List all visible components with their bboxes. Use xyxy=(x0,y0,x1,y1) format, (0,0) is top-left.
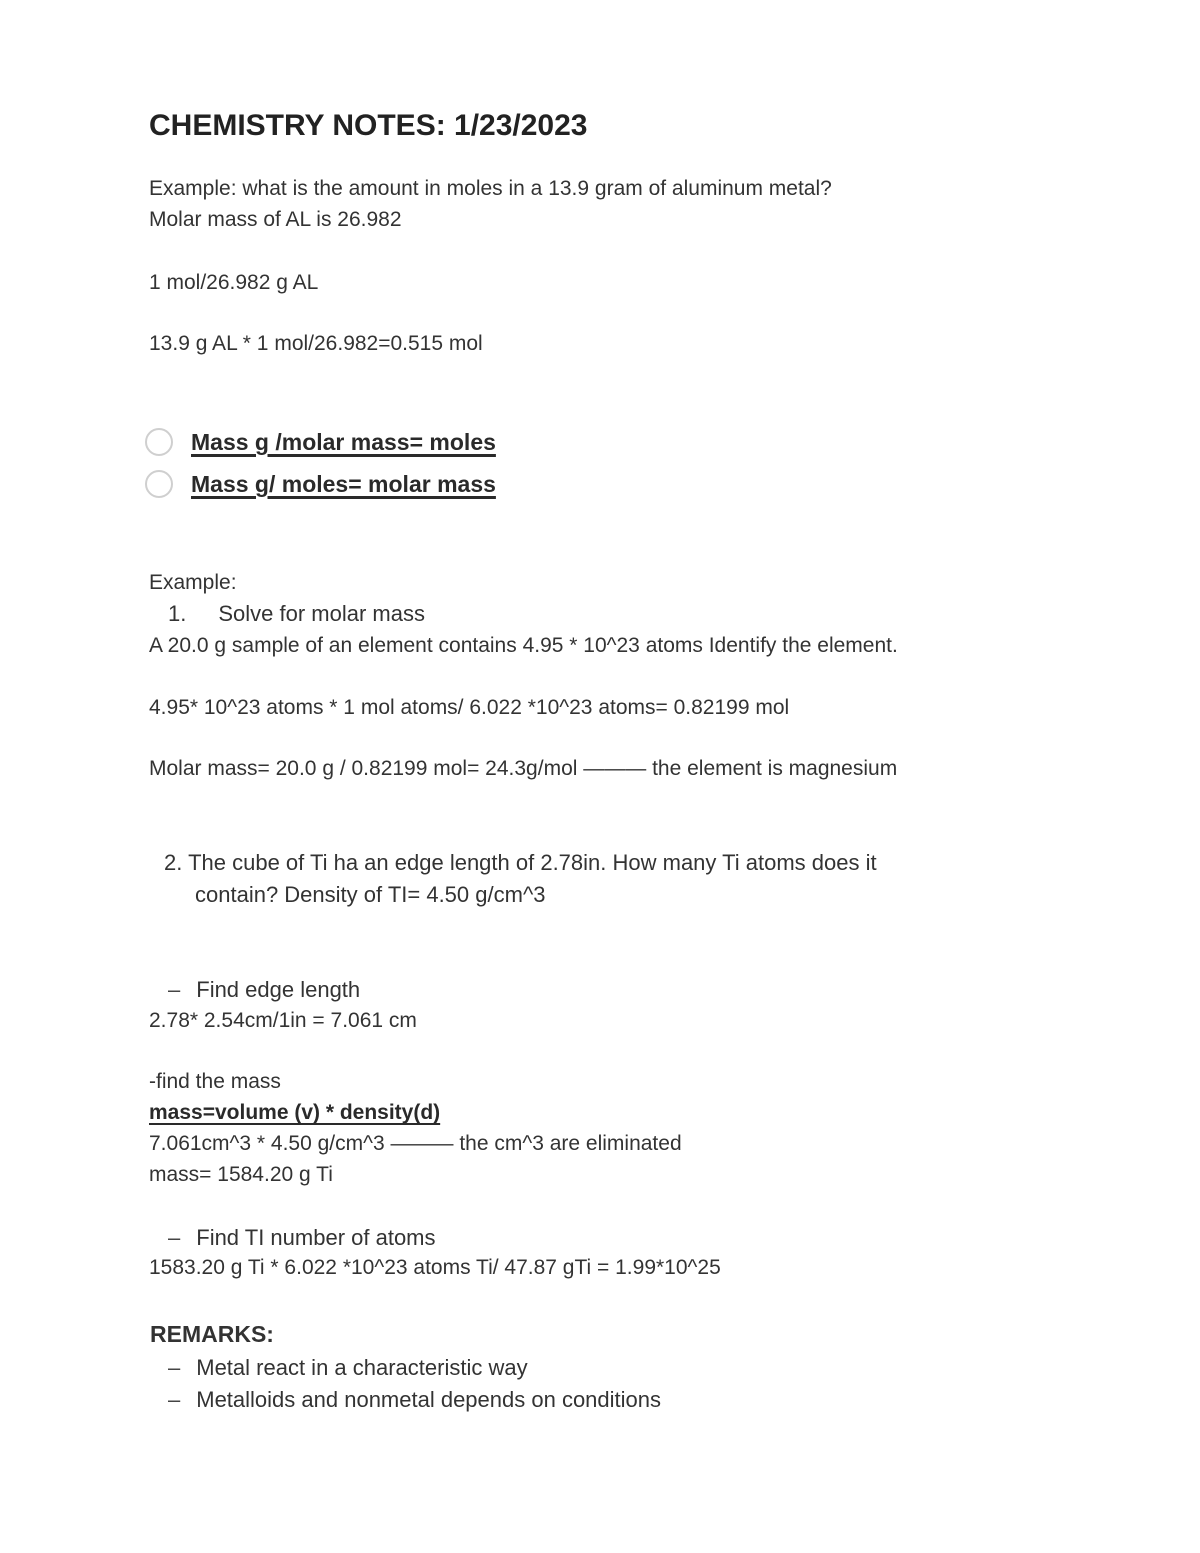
page-title: CHEMISTRY NOTES: 1/23/2023 xyxy=(149,109,588,142)
atoms-to-moles-line: 4.95* 10^23 atoms * 1 mol atoms/ 6.022 *10^23 atoms= 0.82199 mol xyxy=(149,696,790,719)
edge-length-calculation: 2.78* 2.54cm/1in = 7.061 cm xyxy=(149,1009,417,1032)
remarks-item xyxy=(168,1355,528,1381)
dash-bullet: – xyxy=(168,1387,181,1412)
remarks-item-text: Metal react in a characteristic way xyxy=(196,1355,528,1380)
dash-bullet: – xyxy=(168,977,181,1002)
checkbox-circle[interactable] xyxy=(145,428,173,456)
remarks-item-text: Metalloids and nonmetal depends on conditions xyxy=(196,1387,662,1412)
checklist-item[interactable] xyxy=(145,467,496,501)
volume-density-line: 7.061cm^3 * 4.50 g/cm^3 ——— the cm^3 are eliminated xyxy=(149,1132,682,1155)
bullet-text: Find edge length xyxy=(196,977,361,1002)
problem-statement: A 20.0 g sample of an element contains 4.95 * 10^23 atoms Identify the element. xyxy=(149,634,898,657)
list-number: 2. xyxy=(164,850,183,875)
conversion-factor-line: 1 mol/26.982 g AL xyxy=(149,271,319,294)
bullet-text: Find TI number of atoms xyxy=(196,1225,436,1250)
list-number: 1. xyxy=(168,601,187,626)
remarks-heading: REMARKS: xyxy=(150,1321,274,1347)
dash-bullet: – xyxy=(168,1225,181,1250)
atoms-calculation: 1583.20 g Ti * 6.022 *10^23 atoms Ti/ 47.87 gTi = 1.99*10^25 xyxy=(149,1256,721,1279)
molar-mass-line: Molar mass of AL is 26.982 xyxy=(149,208,402,231)
calculation-line: 13.9 g AL * 1 mol/26.982=0.515 mol xyxy=(149,332,483,355)
checklist-item-label: Mass g /molar mass= moles xyxy=(191,429,496,455)
example-label: Example: xyxy=(149,571,237,594)
example-question: Example: what is the amount in moles in a 13.9 gram of aluminum metal? xyxy=(149,177,832,200)
remarks-item xyxy=(168,1387,661,1413)
list-item-continuation: contain? Density of TI= 4.50 g/cm^3 xyxy=(195,882,546,907)
list-item-text: The cube of Ti ha an edge length of 2.78in. How many Ti atoms does it xyxy=(188,850,877,875)
numbered-item-2 xyxy=(164,850,877,876)
checklist-item[interactable] xyxy=(145,425,496,459)
list-item-text: Solve for molar mass xyxy=(218,601,425,626)
bullet-item xyxy=(168,977,360,1003)
mass-result-line: mass= 1584.20 g Ti xyxy=(149,1163,333,1186)
molar-mass-result-line: Molar mass= 20.0 g / 0.82199 mol= 24.3g/mol ——— the element is magnesium xyxy=(149,757,898,780)
checkbox-circle[interactable] xyxy=(145,470,173,498)
bullet-item xyxy=(168,1225,436,1251)
checklist-item-label: Mass g/ moles= molar mass xyxy=(191,471,496,497)
dash-bullet: – xyxy=(168,1355,181,1380)
find-mass-label: -find the mass xyxy=(149,1070,281,1093)
mass-formula: mass=volume (v) * density(d) xyxy=(149,1101,441,1124)
numbered-item-1 xyxy=(168,601,425,627)
